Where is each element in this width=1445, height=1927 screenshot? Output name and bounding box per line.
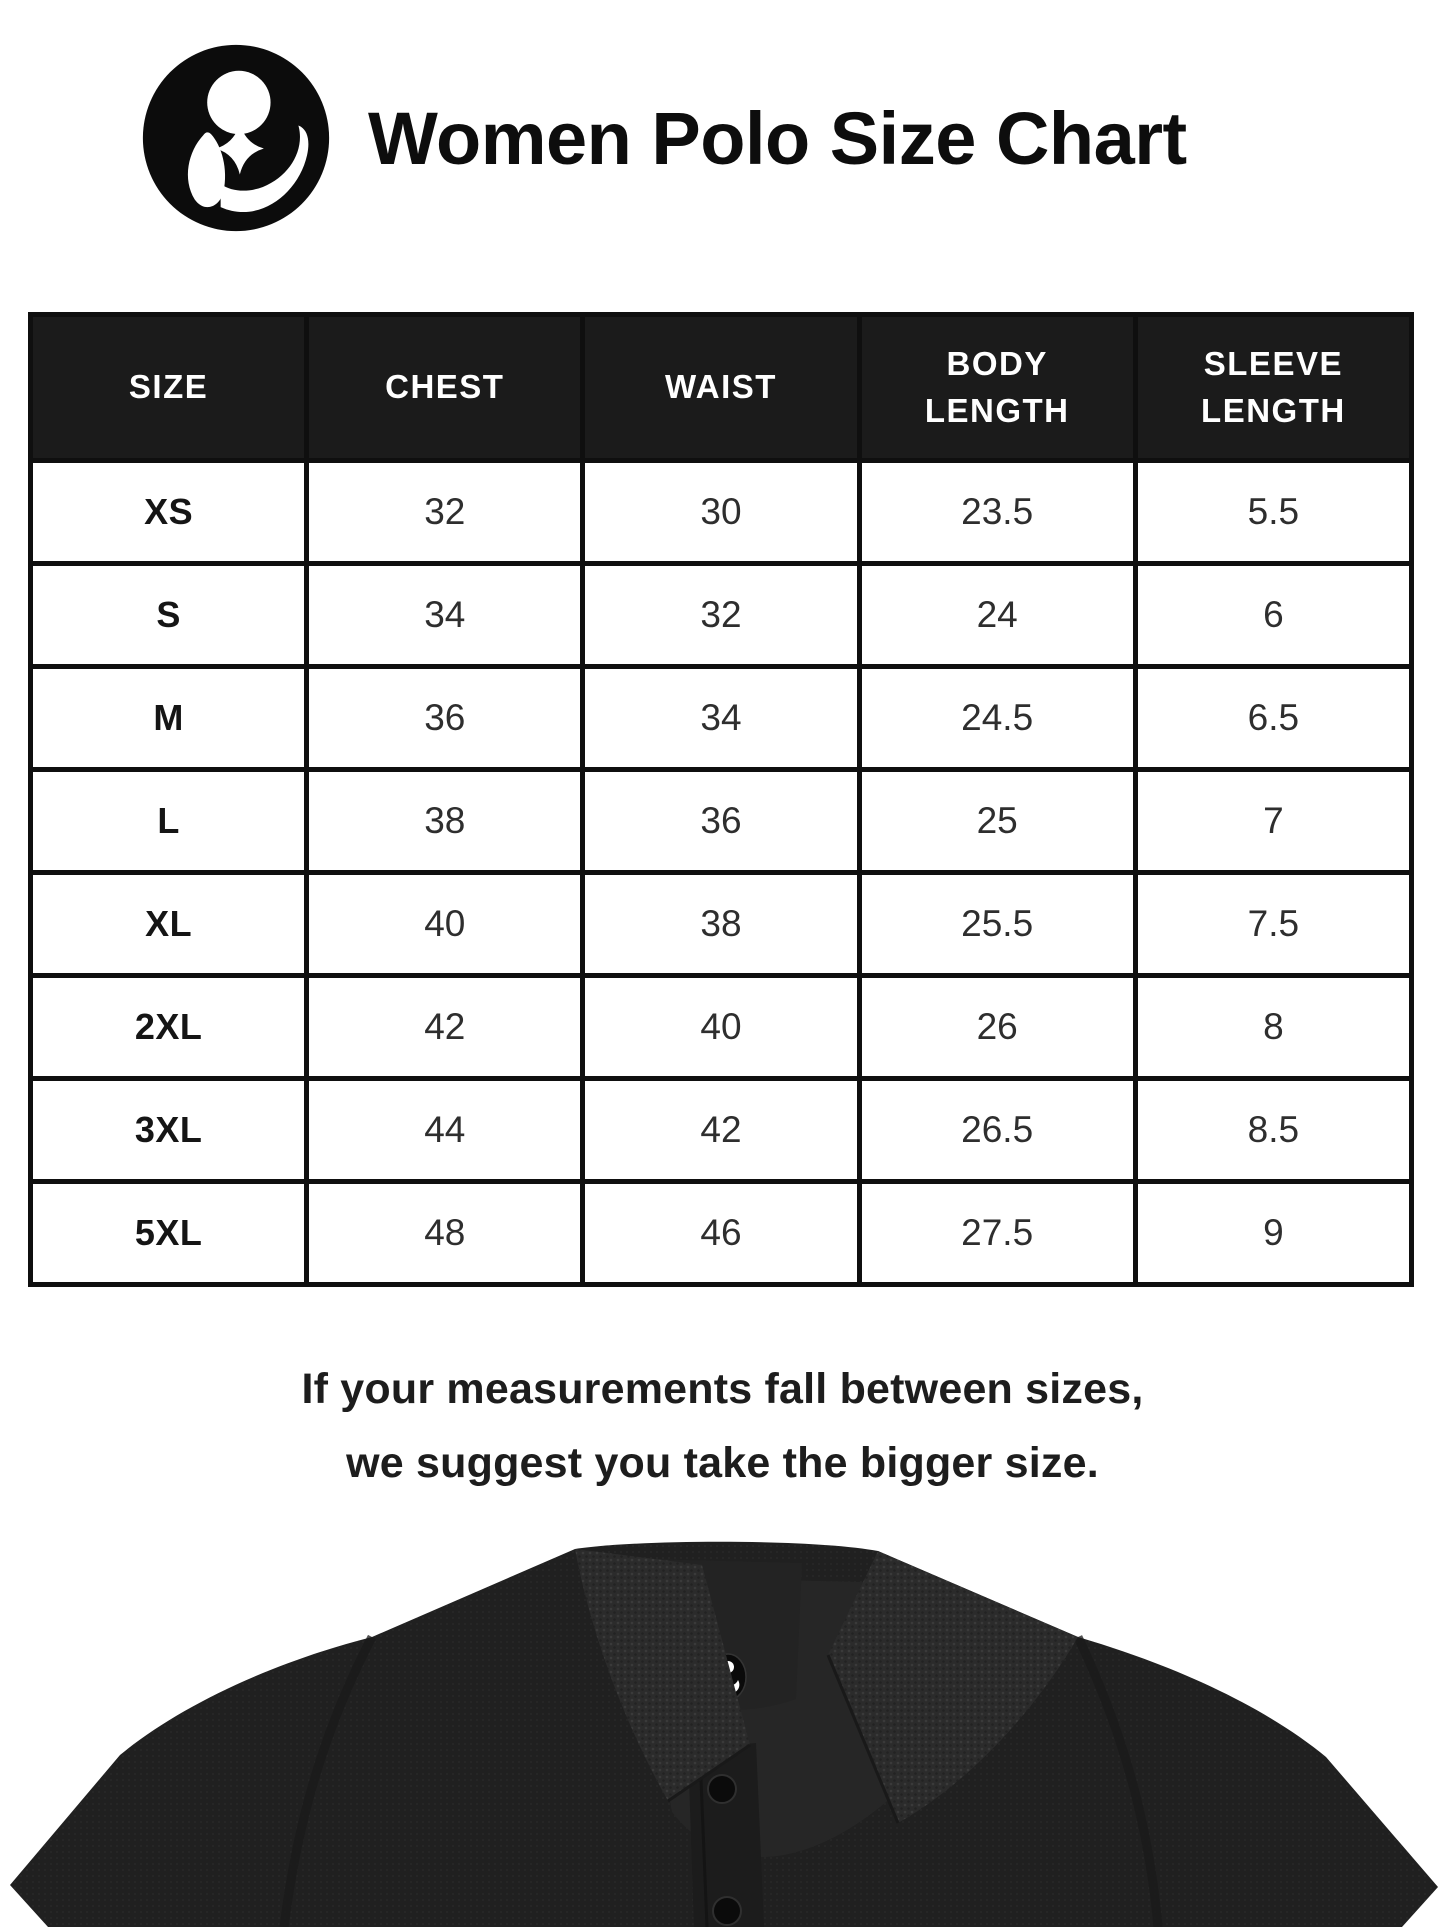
size-label: XL <box>31 873 307 976</box>
measurement-value: 36 <box>307 667 583 770</box>
size-table-header <box>31 315 1412 461</box>
brand-header <box>140 42 1385 234</box>
size-label: 2XL <box>31 976 307 1079</box>
column-header-chest: CHEST <box>307 315 583 461</box>
size-row-3xl <box>31 1079 1412 1182</box>
measurement-value: 40 <box>583 976 859 1079</box>
fit-note-line-1: If your measurements fall between sizes, <box>301 1365 1144 1413</box>
polo-shirt-image <box>0 1537 1445 1927</box>
measurement-value: 27.5 <box>859 1182 1135 1285</box>
measurement-value: 24 <box>859 564 1135 667</box>
measurement-value: 36 <box>583 770 859 873</box>
measurement-value: 26 <box>859 976 1135 1079</box>
size-label: XS <box>31 461 307 564</box>
size-label: 3XL <box>31 1079 307 1182</box>
measurement-value: 8 <box>1135 976 1411 1079</box>
size-row-5xl <box>31 1182 1412 1285</box>
measurement-value: 34 <box>583 667 859 770</box>
size-row-2xl <box>31 976 1412 1079</box>
size-row-xs <box>31 461 1412 564</box>
size-row-m <box>31 667 1412 770</box>
measurement-value: 9 <box>1135 1182 1411 1285</box>
measurement-value: 8.5 <box>1135 1079 1411 1182</box>
measurement-value: 40 <box>307 873 583 976</box>
measurement-value: 7.5 <box>1135 873 1411 976</box>
measurement-value: 25.5 <box>859 873 1135 976</box>
measurement-value: 34 <box>307 564 583 667</box>
measurement-value: 44 <box>307 1079 583 1182</box>
size-table-body <box>31 461 1412 1285</box>
measurement-value: 38 <box>583 873 859 976</box>
measurement-value: 6 <box>1135 564 1411 667</box>
shirt-button <box>713 1897 741 1925</box>
measurement-value: 48 <box>307 1182 583 1285</box>
size-row-s <box>31 564 1412 667</box>
page-title: Women Polo Size Chart <box>368 96 1187 180</box>
column-header-body-length: BODY LENGTH <box>859 315 1135 461</box>
size-label: 5XL <box>31 1182 307 1285</box>
measurement-value: 38 <box>307 770 583 873</box>
measurement-value: 26.5 <box>859 1079 1135 1182</box>
column-header-size: SIZE <box>31 315 307 461</box>
size-row-xl <box>31 873 1412 976</box>
size-chart-table <box>28 312 1414 1287</box>
size-table-wrap <box>28 312 1414 1287</box>
measurement-value: 6.5 <box>1135 667 1411 770</box>
column-header-waist: WAIST <box>583 315 859 461</box>
measurement-value: 30 <box>583 461 859 564</box>
measurement-value: 5.5 <box>1135 461 1411 564</box>
fit-note <box>0 1352 1445 1500</box>
measurement-value: 42 <box>307 976 583 1079</box>
shirt-button <box>708 1775 736 1803</box>
measurement-value: 46 <box>583 1182 859 1285</box>
fit-note-line-2: we suggest you take the bigger size. <box>346 1439 1099 1487</box>
size-label: M <box>31 667 307 770</box>
measurement-value: 32 <box>307 461 583 564</box>
measurement-value: 24.5 <box>859 667 1135 770</box>
column-header-sleeve-length: SLEEVE LENGTH <box>1135 315 1411 461</box>
size-row-l <box>31 770 1412 873</box>
size-label: L <box>31 770 307 873</box>
measurement-value: 32 <box>583 564 859 667</box>
measurement-value: 7 <box>1135 770 1411 873</box>
measurement-value: 23.5 <box>859 461 1135 564</box>
measurement-value: 42 <box>583 1079 859 1182</box>
measurement-value: 25 <box>859 770 1135 873</box>
size-label: S <box>31 564 307 667</box>
mother-and-baby-logo-icon <box>140 42 332 234</box>
